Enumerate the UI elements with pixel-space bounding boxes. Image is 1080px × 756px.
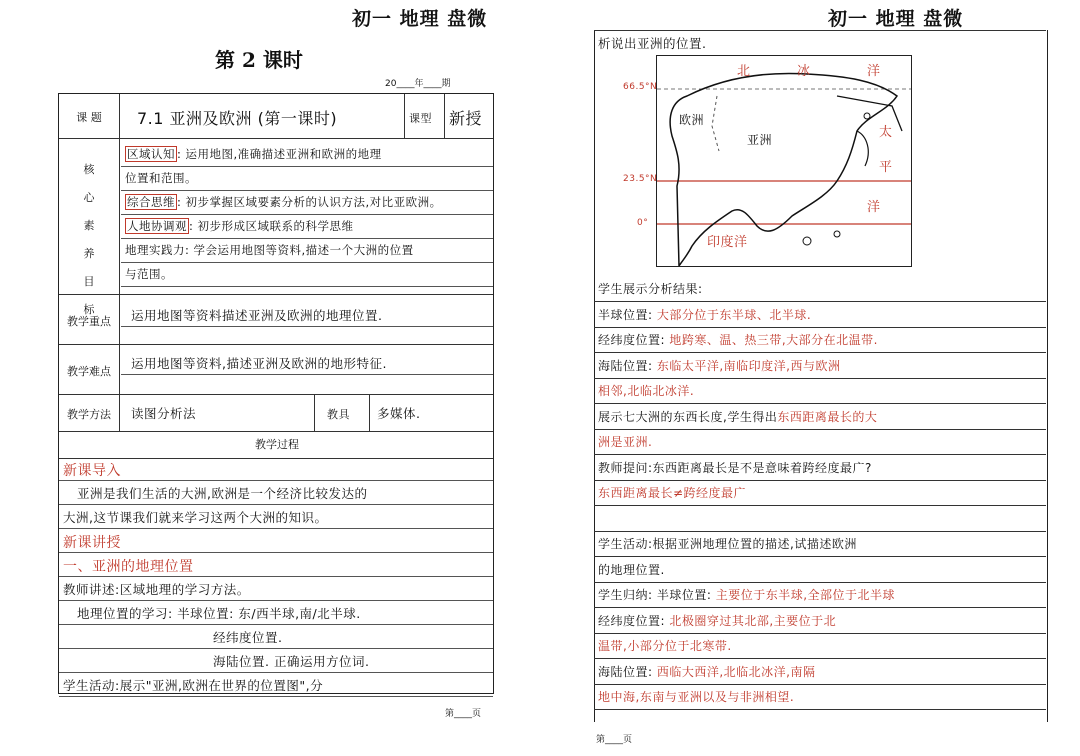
right-line-part: 主要位于东半球,全部位于北半球 [711, 588, 896, 602]
right-line-part: 学生展示分析结果: [598, 282, 703, 296]
right-line [598, 433, 652, 450]
right-line-part: 学生活动:根据亚洲地理位置的描述,试描述欧洲 [598, 537, 857, 551]
right-line [598, 280, 703, 297]
right-line-part: 相邻,北临北冰洋. [598, 384, 695, 398]
right-line [598, 331, 878, 348]
page-footer: 第____页 [445, 709, 482, 719]
core-line [125, 266, 173, 282]
process-line: 新课讲授 [63, 535, 121, 551]
right-line-part: 经纬度位置: [598, 613, 666, 628]
process-line: 学生活动:展示"亚洲,欧洲在世界的位置图",分 [63, 678, 324, 693]
core-text: 位置和范围。 [125, 171, 197, 185]
right-line [598, 612, 836, 629]
left-page [0, 0, 530, 756]
right-line-part: 学生归纳: 半球位置: [598, 588, 712, 602]
process-line: 教师讲述:区域地理的学习方法。 [63, 582, 250, 597]
right-line [598, 586, 895, 603]
ocean-label: 洋 [867, 64, 881, 79]
right-line [598, 484, 746, 501]
process-line: 海陆位置. 正确运用方位词. [213, 654, 370, 669]
region-label: 亚洲 [747, 133, 773, 147]
ocean-label: 冰 [797, 64, 811, 79]
asia-map [623, 55, 912, 267]
right-line [598, 535, 857, 552]
right-line-part: 洲是亚洲. [598, 435, 653, 449]
process-line: 大洲,这节课我们就来学习这两个大洲的知识。 [63, 510, 328, 525]
right-line-part: 海陆位置: [598, 664, 653, 679]
right-line-part: 的地理位置. [598, 562, 665, 577]
process-label: 教学过程 [255, 438, 299, 451]
right-line-part: 半球位置: [598, 307, 653, 322]
core-line [125, 218, 354, 234]
date-line: 20____年____期 [385, 79, 451, 89]
core-tag: 人地协调观 [127, 219, 187, 233]
right-line-part: 大部分位于东半球、北半球. [652, 307, 812, 322]
right-line-part: 地中海,东南与亚洲以及与非洲相望. [598, 690, 795, 704]
region-label: 欧洲 [679, 113, 705, 127]
core-label: 核 心 素 养 目 标 [83, 163, 95, 316]
process-line: 亚洲是我们生活的大洲,欧洲是一个经济比较发达的 [77, 486, 368, 501]
core-text: 地理实践力: 学会运用地图等资料,描述一个大洲的位置 [125, 243, 414, 257]
lat-label: 23.5°N [623, 174, 658, 184]
key-value: 运用地图等资料描述亚洲及欧洲的地理位置. [131, 308, 383, 323]
asia-map-drawing [657, 56, 911, 266]
right-line-part: 温带,小部分位于北寒带. [598, 639, 732, 653]
right-line [598, 637, 732, 654]
core-line [125, 146, 382, 162]
right-line-part: 东西距离最长≠跨经度最广 [598, 486, 747, 500]
lesson-title: 第 2 课时 [215, 48, 303, 72]
right-line [598, 382, 694, 399]
core-line [125, 242, 414, 258]
topic-value: 7.1 亚洲及欧洲 (第一课时) [137, 109, 338, 128]
type-value: 新授 [449, 109, 483, 128]
process-line: 经纬度位置. [213, 630, 283, 645]
process-line: 新课导入 [63, 463, 121, 479]
right-line [598, 688, 794, 705]
right-line [598, 408, 877, 425]
tool-label: 教具 [327, 408, 350, 421]
ocean-label: 洋 [867, 200, 881, 215]
process-line: 地理位置的学习: 半球位置: 东/西半球,南/北半球. [77, 606, 361, 621]
right-line-part: 教师提问:东西距离最长是不是意味着跨经度最广? [598, 460, 872, 475]
right-line-part: 西临大西洋,北临北冰洋,南隔 [652, 664, 816, 679]
topic-label: 课 题 [76, 111, 102, 124]
page-footer: 第____页 [596, 735, 633, 745]
core-text: : 运用地图,准确描述亚洲和欧洲的地理 [177, 147, 382, 161]
page-header: 初一 地理 盘微 [828, 8, 964, 30]
tool-value: 多媒体. [377, 406, 421, 421]
key-label: 教学重点 [67, 315, 111, 328]
lat-label: 66.5°N [623, 82, 658, 92]
right-line [598, 561, 665, 578]
method-label: 教学方法 [67, 408, 111, 421]
right-line [598, 306, 811, 323]
right-line-part: 北极圈穿过其北部,主要位于北 [665, 613, 837, 628]
right-line-part: 东临太平洋,南临印度洋,西与欧洲 [652, 358, 841, 373]
diff-value: 运用地图等资料,描述亚洲及欧洲的地形特征. [131, 356, 387, 371]
lat-label: 0° [637, 218, 649, 228]
right-line-part: 东西距离最长的大 [777, 409, 878, 424]
core-line [125, 170, 197, 186]
right-line-part: 海陆位置: [598, 358, 653, 373]
core-text: : 初步掌握区域要素分析的认识方法,对比亚欧洲。 [177, 195, 442, 209]
ocean-label: 平 [879, 160, 893, 175]
ocean-label: 太 [879, 125, 893, 140]
intro-line: 析说出亚洲的位置. [598, 36, 707, 51]
diff-label: 教学难点 [67, 365, 111, 378]
right-line-part: 地跨寒、温、热三带,大部分在北温带. [665, 333, 878, 347]
core-line [125, 194, 442, 210]
ocean-label: 北 [737, 64, 751, 79]
right-line [598, 357, 841, 374]
core-tag: 区域认知 [127, 147, 175, 161]
right-line-part: 经纬度位置: [598, 333, 666, 347]
method-value: 读图分析法 [131, 406, 197, 421]
right-line [598, 663, 816, 680]
process-line: 一、亚洲的地理位置 [63, 559, 194, 575]
type-label: 课型 [409, 112, 432, 125]
right-line [598, 459, 872, 476]
ocean-label: 印度洋 [707, 235, 748, 250]
core-tag: 综合思维 [127, 195, 175, 209]
page-header: 初一 地理 盘微 [352, 8, 488, 30]
right-page [560, 0, 1080, 756]
right-line-part: 展示七大洲的东西长度,学生得出 [598, 409, 778, 424]
lesson-form [58, 93, 494, 694]
core-text: : 初步形成区域联系的科学思维 [189, 219, 354, 233]
core-text: 与范围。 [125, 267, 173, 281]
